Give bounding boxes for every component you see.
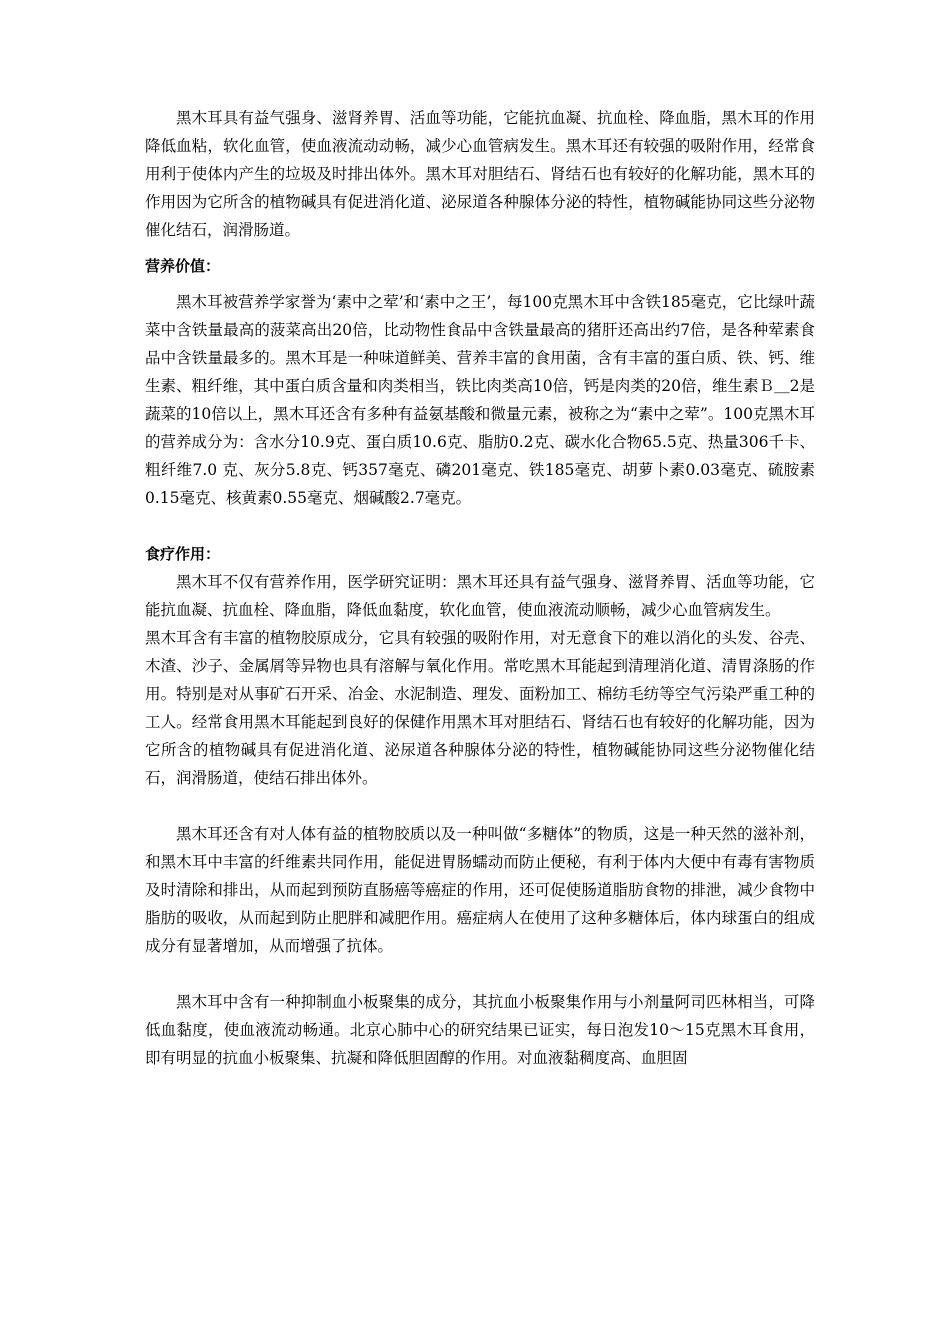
nutrition-paragraph: 黑木耳被营养学家誉为‘素中之荤’和‘素中之王’，每100克黑木耳中含铁185毫克，它比绿叶蔬菜中含铁量最高的菠菜高出20倍，比动物性食品中含铁量最高的猪肝还高出约7倍，是各种荤素食品中含铁量最多的。黑木耳是一种味道鲜美、营养丰富的食用菌，含有丰富的蛋白质、铁、钙、维生素、粗纤维，其中蛋白质含量和肉类相当，铁比肉类高10倍，钙是肉类的20倍，维生素Ｂ＿2是蔬菜的10倍以上，黑木耳还含有多种有益氨基酸和微量元素，被称之为“素中之荤”。100克黑木耳的营养成分为：含水分10.9克、蛋白质10.6克、脂肪0.2克、碳水化合物65.5克、热量306千卡、粗纤维7.0 克、灰分5.8克、钙357毫克、磷201毫克、铁185毫克、胡萝卜素0.03毫克、硫胺素0.15毫克、核黄素0.55毫克、烟碱酸2.7毫克。 xyxy=(145,293,815,507)
polysaccharide-paragraph: 黑木耳还含有对人体有益的植物胶质以及一种叫做“多糖体”的物质，这是一种天然的滋补剂，和黑木耳中丰富的纤维素共同作用，能促进胃肠蠕动而防止便秘，有利于体内大便中有毒有害物质及时清除和排出，从而起到预防直肠癌等癌症的作用，还可促使肠道脂肪食物的排泄，减少食物中脂肪的吸收，从而起到防止肥胖和减肥作用。癌症病人在使用了这种多糖体后，体内球蛋白的组成成分有显著增加，从而增强了抗体。 xyxy=(145,825,815,955)
document-body xyxy=(145,104,815,1072)
nutrition-heading: 营养价值： xyxy=(145,257,221,275)
therapy-paragraph-1: 黑木耳不仅有营养作用，医学研究证明：黑木耳还具有益气强身、滋肾养胃、活血等功能，它能抗血凝、抗血栓、降血脂，降低血黏度，软化血管，使血液流动顺畅，减少心血管病发生。 xyxy=(145,573,815,619)
therapy-paragraph-2: 黑木耳含有丰富的植物胶原成分，它具有较强的吸附作用，对无意食下的难以消化的头发、谷壳、木渣、沙子、金属屑等异物也具有溶解与氧化作用。常吃黑木耳能起到清理消化道、清胃涤肠的作用。特别是对从事矿石开采、冶金、水泥制造、理发、面粉加工、棉纺毛纺等空气污染严重工种的工人。经常食用黑木耳能起到良好的保健作用黑木耳对胆结石、肾结石也有较好的化解功能，因为它所含的植物碱具有促进消化道、泌尿道各种腺体分泌的特性，植物碱能协同这些分泌物催化结石，润滑肠道，使结石排出体外。 xyxy=(145,629,815,787)
therapy-heading: 食疗作用： xyxy=(145,545,221,563)
platelet-paragraph: 黑木耳中含有一种抑制血小板聚集的成分，其抗血小板聚集作用与小剂量阿司匹林相当，可降低血黏度，使血液流动畅通。北京心肺中心的研究结果已证实，每日泡发10～15克黑木耳食用，即有明显的抗血小板聚集、抗凝和降低胆固醇的作用。对血液黏稠度高、血胆固 xyxy=(145,993,815,1067)
intro-paragraph: 黑木耳具有益气强身、滋肾养胃、活血等功能，它能抗血凝、抗血栓、降血脂，黑木耳的作用降低血粘，软化血管，使血液流动动畅，减少心血管病发生。黑木耳还有较强的吸附作用，经常食用利于使体内产生的垃圾及时排出体外。黑木耳对胆结石、肾结石也有较好的化解功能，黑木耳的作用因为它所含的植物碱具有促进消化道、泌尿道各种腺体分泌的特性，植物碱能协同这些分泌物催化结石，润滑肠道。 xyxy=(145,109,815,239)
